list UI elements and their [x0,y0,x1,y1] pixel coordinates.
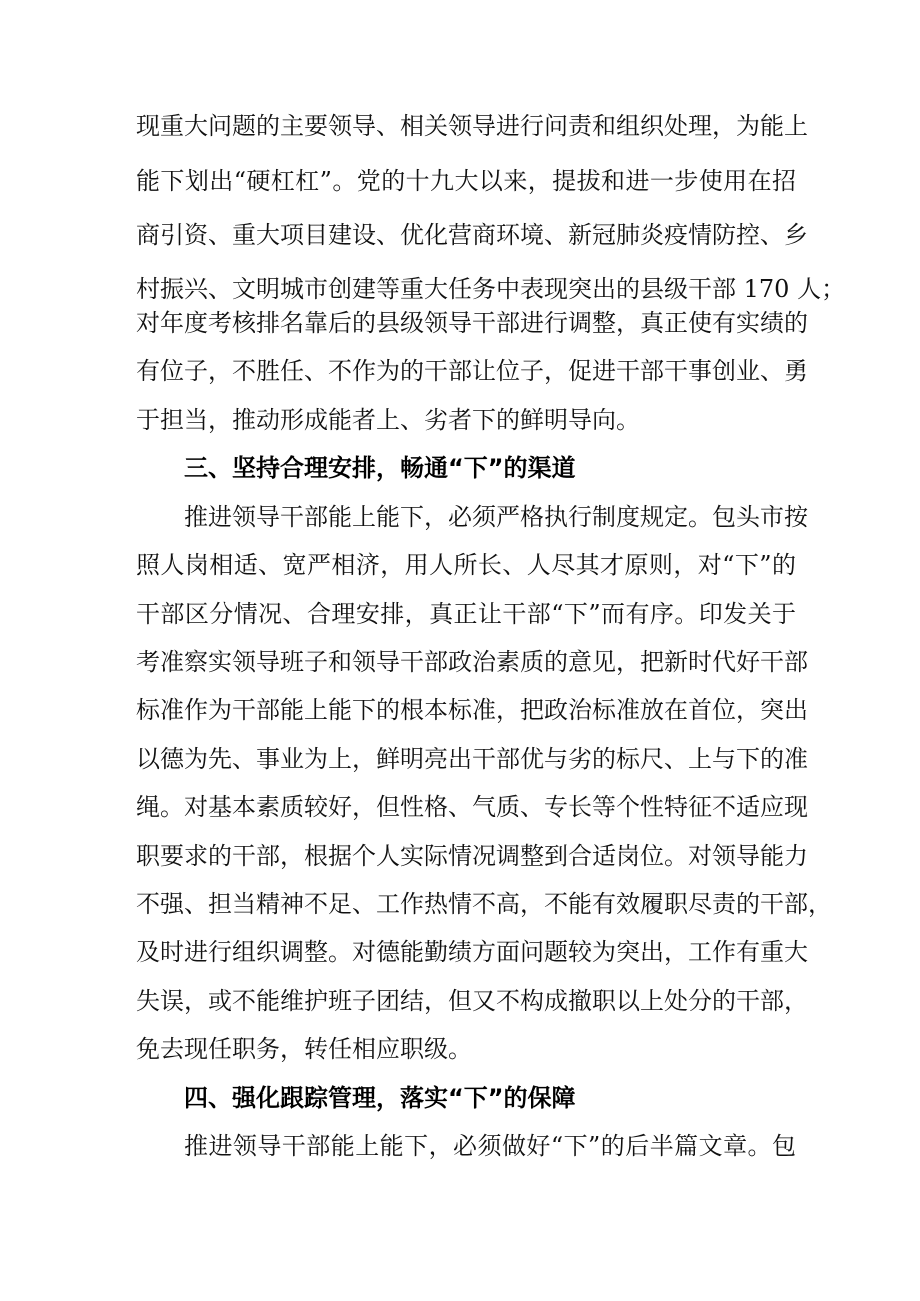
paragraph-2-line-8: 职要求的干部，根据个人实际情况调整到合适岗位。对领导能力 [136,842,808,870]
section-heading-4: 四、强化跟踪管理，落实“下”的保障 [184,1084,576,1112]
paragraph-1-line-3: 商引资、重大项目建设、优化营商环境、新冠肺炎疫情防控、乡 [136,221,808,249]
paragraph-3-line-1: 推进领导干部能上能下，必须做好“下”的后半篇文章。包 [184,1132,796,1160]
paragraph-1-line-7: 于担当，推动形成能者上、劣者下的鲜明导向。 [136,406,640,434]
paragraph-2-line-12: 免去现任职务，转任相应职级。 [136,1035,472,1063]
paragraph-2-line-7: 绳。对基本素质较好，但性格、气质、专长等个性特征不适应现 [136,793,808,821]
paragraph-1-line-6: 有位子，不胜任、不作为的干部让位子，促进干部干事创业、勇 [136,357,808,385]
paragraph-1-line-1: 现重大问题的主要领导、相关领导进行问责和组织处理，为能上 [136,112,808,140]
paragraph-1-line-5: 对年度考核排名靠后的县级领导干部进行调整，真正使有实绩的 [136,309,808,337]
paragraph-1-line-2: 能下划出“硬杠杠”。党的十九大以来，提拔和进一步使用在招 [136,167,796,195]
paragraph-2-line-1: 推进领导干部能上能下，必须严格执行制度规定。包头市按 [184,503,808,531]
paragraph-2-line-5: 标准作为干部能上能下的根本标准，把政治标准放在首位，突出 [136,696,808,724]
paragraph-1-line-4: 村振兴、文明城市创建等重大任务中表现突出的县级干部 170 人； [136,275,846,303]
paragraph-2-line-2: 照人岗相适、宽严相济，用人所长、人尽其才原则，对“下”的 [136,551,796,579]
paragraph-2-line-10: 及时进行组织调整。对德能勤绩方面问题较为突出，工作有重大 [136,938,808,966]
paragraph-2-line-3: 干部区分情况、合理安排，真正让干部“下”而有序。印发关于 [136,600,796,628]
paragraph-2-line-11: 失误，或不能维护班子团结，但又不构成撤职以上处分的干部， [136,987,808,1015]
paragraph-2-line-9: 不强、担当精神不足、工作热情不高，不能有效履职尽责的干部， [136,890,832,918]
paragraph-2-line-6: 以德为先、事业为上，鲜明亮出干部优与劣的标尺、上与下的准 [136,745,808,773]
paragraph-2-line-4: 考准察实领导班子和领导干部政治素质的意见，把新时代好干部 [136,648,808,676]
section-heading-3: 三、坚持合理安排，畅通“下”的渠道 [184,454,576,482]
